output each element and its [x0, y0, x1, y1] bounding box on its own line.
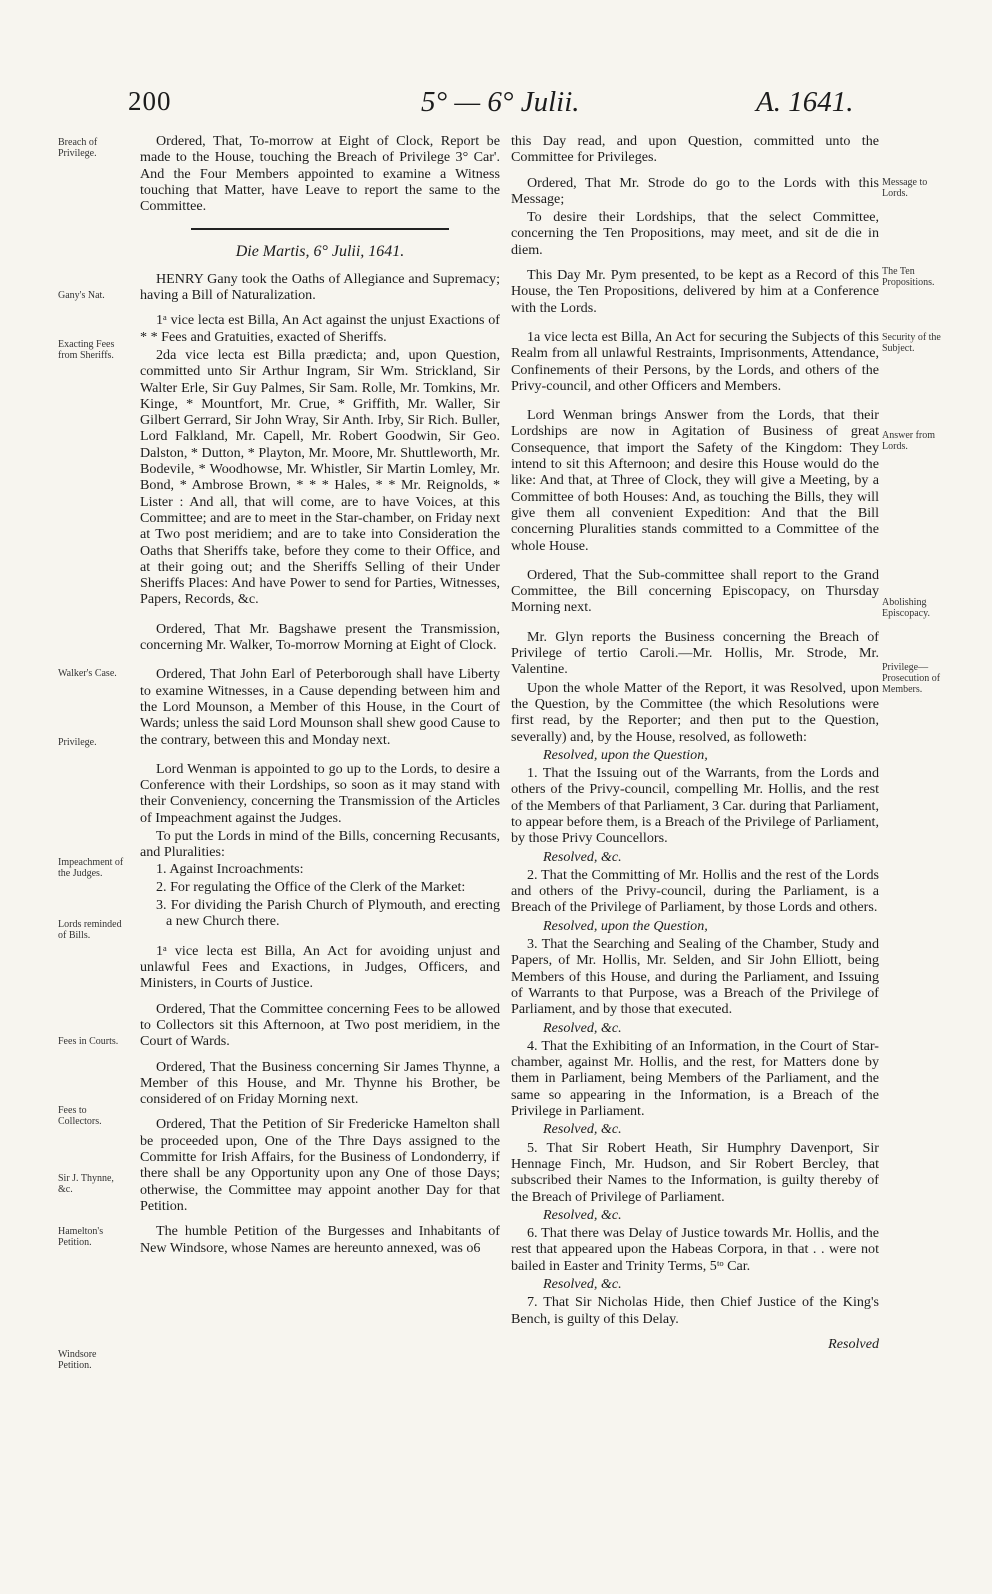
paragraph: Mr. Glyn reports the Business concerning the Breach of Privilege of tertio Caroli.—Mr. Hollis, Mr. Strode, Mr. Valentine. — [511, 628, 879, 678]
page-number: 200 — [128, 86, 172, 116]
paragraph: Upon the whole Matter of the Report, it was Resolved, upon the Question, by the Committee (the which Resolutions were first read, by the Reporter; and then put to the Question, severally) and, by the House, resolved, as followeth: — [511, 679, 879, 745]
entry-fees-collectors — [140, 1001, 500, 1050]
paragraph: 1ᵃ vice lecta est Billa, An Act against the unjust Exactions of * * Fees and Gratuities, exacted of Sheriffs. — [140, 312, 500, 345]
resolution: 3. That the Searching and Sealing of the Chamber, Study and Papers, of Mr. Hollis, Mr. Selden, and Sir John Elliott, being Members of this House, and during the Parliament, and Issuing of Warrants to that Purpose, was a Breach of the Privilege of Parliament, and by those that executed. — [511, 936, 879, 1018]
paragraph: Lord Wenman brings Answer from the Lords, that their Lordships are now in Agitation of Business of great Consequence, that import the Safety of the Kingdom: They intend to sit this Afternoon; and desire this House would do the like: And that, at Three of Clock, they will give a Meeting, by a Committee of both Houses: And, as touching the Bills, they will give them all convenient Expedition: And that the Bill concerning Pluralities stands committed to a Committee of the whole House. — [511, 407, 879, 554]
entry-privilege-report — [511, 629, 879, 1327]
paragraph: Ordered, That the Business concerning Sir James Thynne, a Member of this House, and Mr. Thynne his Brother, be considered of on Friday Morning next. — [140, 1058, 500, 1108]
margin-note: Privilege—Prosecution of Members. — [882, 662, 941, 695]
entry-episcopacy — [511, 567, 879, 616]
margin-note: Security of the Subject. — [882, 332, 941, 354]
entry-security-subject — [511, 329, 879, 394]
paragraph: Ordered, That the Committee concerning Fees to be allowed to Collectors sit this Afternoon, at Two post meridiem, in the Court of Wards. — [140, 1000, 500, 1050]
day-heading: Die Martis, 6° Julii, 1641. — [235, 243, 405, 261]
paragraph: Ordered, That John Earl of Peterborough shall have Liberty to examine Witnesses, in a Cause depending between him and the Lord Mounson, a Member of this House, in the Court of Wards; unless the said Lord Mounson shall shew good Cause to the contrary, between this and Monday next. — [140, 666, 500, 748]
page-header — [0, 86, 992, 126]
paragraph: 1ᵃ vice lecta est Billa, An Act for avoiding unjust and unlawful Fees and Exactions, in Judges, Officers, and Ministers, in Courts of Justice. — [140, 942, 500, 992]
paragraph: this Day read, and upon Question, committed unto the Committee for Privileges. — [511, 133, 879, 166]
resolved-line: Resolved, &c. — [543, 1206, 622, 1223]
paragraph: HENRY Gany took the Oaths of Allegiance and Supremacy; having a Bill of Naturalization. — [140, 270, 500, 304]
entry-message-lords — [511, 175, 879, 258]
margin-note: Exacting Fees from Sheriffs. — [58, 339, 115, 361]
catchword: Resolved — [828, 1335, 879, 1352]
paragraph: Lord Wenman is appointed to go up to the Lords, to desire a Conference with their Lordships, so soon as it may stand with their Conveniency, concerning the Transmission of the Articles of Impeachment against the Judges. — [140, 760, 500, 826]
resolution: 4. That the Exhibiting of an Information, in the Court of Star-chamber, against Mr. Hollis, and the rest, for Matters done by them in Parliament, being Members of the Parliament, and the same so appearing in the Information, is a Breach of the Privilege in Parliament. — [511, 1037, 879, 1120]
margin-note: The Ten Propositions. — [882, 266, 935, 288]
margin-note: Privilege. — [58, 737, 97, 748]
margin-note: Breach of Privilege. — [58, 137, 98, 159]
paragraph: This Day Mr. Pym presented, to be kept as a Record of this House, the Ten Propositions, delivered by him at a Conference with the Lords. — [511, 267, 879, 316]
margin-note: Lords reminded of Bills. — [58, 919, 122, 941]
entry-gany-naturalization — [140, 271, 500, 304]
entry-answer-lords — [511, 407, 879, 554]
resolution: 6. That there was Delay of Justice towards Mr. Hollis, and the rest that appeared upon the Habeas Corpora, in that . . were not bailed in Easter and Trinity Terms, 5ᵗᵒ Car. — [511, 1225, 879, 1274]
resolved-line: Resolved, &c. — [543, 848, 622, 865]
paragraph: Ordered, That Mr. Bagshawe present the Transmission, concerning Mr. Walker, To-morrow Morning at Eight of Clock. — [140, 620, 500, 654]
paragraph: 2da vice lecta est Billa prædicta; and, upon Question, committed unto Sir Arthur Ingram, Sir Wm. Strickland, Sir Walter Erle, Sir Guy Palmes, Sir Sam. Rolle, Mr. Tomkins, Mr. Kinge, * Mountfort, Mr. Crue, * Griffith, Mr. Waller, Sir Gilbert Gerrard, Sir John Wray, Sir Anth. Irby, Sir Rich. Buller, Lord Falkland, Mr. Capell, Mr. Robert Goodwin, Sir Geo. Dalston, * Dutton, * Playton, Mr. Moore, Mr. Shuttleworth, Mr. Bodevile, * Woodhowse, Mr. Whistler, Sir Martin Lomley, Mr. Bond, * Ambrose Brown, * * * Hales, * * Mr. Reignolds, * Lister : And all, that will come, are to have Voices, at this Committee; and are to meet in the Star-chamber, on Friday next at Two post meridiem; and are to take into Consideration the Oaths that Sheriffs take, before they come to their Office, and at their going out; and the Sheriffs Selling of their Under Sheriffs Places: And have Power to send for Parties, Witnesses, Papers, Records, &c. — [140, 346, 500, 608]
entry-ten-propositions — [511, 267, 879, 316]
page-date: 5° — 6° Julii. — [421, 86, 580, 118]
margin-note: Fees to Collectors. — [58, 1105, 102, 1127]
entry-windsore-cont — [511, 133, 879, 166]
margin-note: Abolishing Episcopacy. — [882, 597, 930, 619]
resolution: 2. That the Committing of Mr. Hollis and the rest of the Lords and others of the Privy-council, during the Parliament, is a Breach of the Privilege of Parliament, by those Lords and others. — [511, 866, 879, 916]
list-item: 1. Against Incroachments: — [156, 860, 304, 877]
entry-walker-case — [140, 621, 500, 654]
paragraph: Ordered, That, To-morrow at Eight of Clock, Report be made to the House, touching the Breach of Privilege 3° Car'. And the Four Members appointed to examine a Witness touching that Matter, have Leave to report the same to the Committee. — [140, 133, 500, 215]
resolved-line: Resolved, &c. — [543, 1019, 622, 1036]
entry-impeachment — [140, 761, 500, 930]
entry-sheriffs-fees — [140, 312, 500, 607]
entry-windsore — [140, 1223, 500, 1256]
resolved-line: Resolved, &c. — [543, 1121, 622, 1138]
margin-note: Message to Lords. — [882, 177, 928, 199]
entry-fees-courts — [140, 943, 500, 992]
bill-list — [140, 861, 500, 930]
paragraph: To put the Lords in mind of the Bills, concerning Recusants, and Pluralities: — [140, 827, 500, 861]
entry-breach-privilege — [140, 133, 500, 214]
margin-note: Answer from Lords. — [882, 430, 936, 452]
resolved-line: Resolved, &c. — [543, 1276, 622, 1292]
margin-note: Walker's Case. — [58, 668, 117, 679]
list-item: 3. For dividing the Parish Church of Plymouth, and erecting a new Church there. — [156, 897, 500, 930]
margin-note: Hamelton's Petition. — [58, 1226, 104, 1248]
paragraph: Ordered, That the Sub-committee shall report to the Grand Committee, the Bill concerning Episcopacy, on Thursday Morning next. — [511, 566, 879, 616]
margin-note: Windsore Petition. — [58, 1349, 97, 1371]
entry-thynne — [140, 1059, 500, 1108]
paragraph: To desire their Lordships, that the select Committee, concerning the Ten Propositions, may meet, and sit de die in diem. — [511, 209, 879, 258]
list-item: 2. For regulating the Office of the Clerk of the Market: — [156, 878, 466, 895]
resolution: 5. That Sir Robert Heath, Sir Humphry Davenport, Sir Hennage Finch, Mr. Hudson, and Sir Robert Bercley, that subscribed their Names to the Information, is guilty thereby of the Breach of Privilege of Parliament. — [511, 1139, 879, 1205]
margin-note: Impeachment of the Judges. — [58, 857, 124, 879]
margin-note: Sir J. Thynne, &c. — [58, 1173, 114, 1195]
resolved-line: Resolved, upon the Question, — [543, 746, 708, 763]
left-column — [140, 133, 500, 1265]
page-year: A. 1641. — [756, 86, 854, 118]
right-column — [511, 133, 879, 1352]
resolution: 1. That the Issuing out of the Warrants, from the Lords and others of the Privy-council, compelling Mr. Hollis, and the rest of the Members of that Parliament, 3 Car. during that Parliament, to appear before them, is a Breach of the Privilege of Parliament, by those Privy Councellors. — [511, 765, 879, 847]
paragraph: 1a vice lecta est Billa, An Act for securing the Subjects of this Realm from all unlawful Restraints, Imprisonments, Attendance, Confinements of their Persons, by the Lords, and others of the Privy-council, and other Officers and Members. — [511, 328, 879, 394]
section-divider — [191, 228, 449, 230]
paragraph: The humble Petition of the Burgesses and Inhabitants of New Windsore, whose Names are hereunto annexed, was o6 — [140, 1223, 500, 1256]
resolution: 7. That Sir Nicholas Hide, then Chief Justice of the King's Bench, is guilty of this Delay. — [511, 1294, 879, 1327]
paragraph: Ordered, That the Petition of Sir Fredericke Hamelton shall be proceeded upon, One of the Thre Days assigned to the Committe for Irish Affairs, for the Business of Londonderry, if there shall be any Opportunity upon any One of those Days; otherwise, the Committee may appoint another Day for that Petition. — [140, 1116, 500, 1214]
margin-note: Fees in Courts. — [58, 1036, 119, 1047]
paragraph: Ordered, That Mr. Strode do go to the Lords with this Message; — [511, 174, 879, 207]
entry-peterborough — [140, 666, 500, 747]
resolved-line: Resolved, upon the Question, — [543, 917, 708, 934]
entry-hamelton — [140, 1116, 500, 1214]
margin-note: Gany's Nat. — [58, 290, 105, 301]
